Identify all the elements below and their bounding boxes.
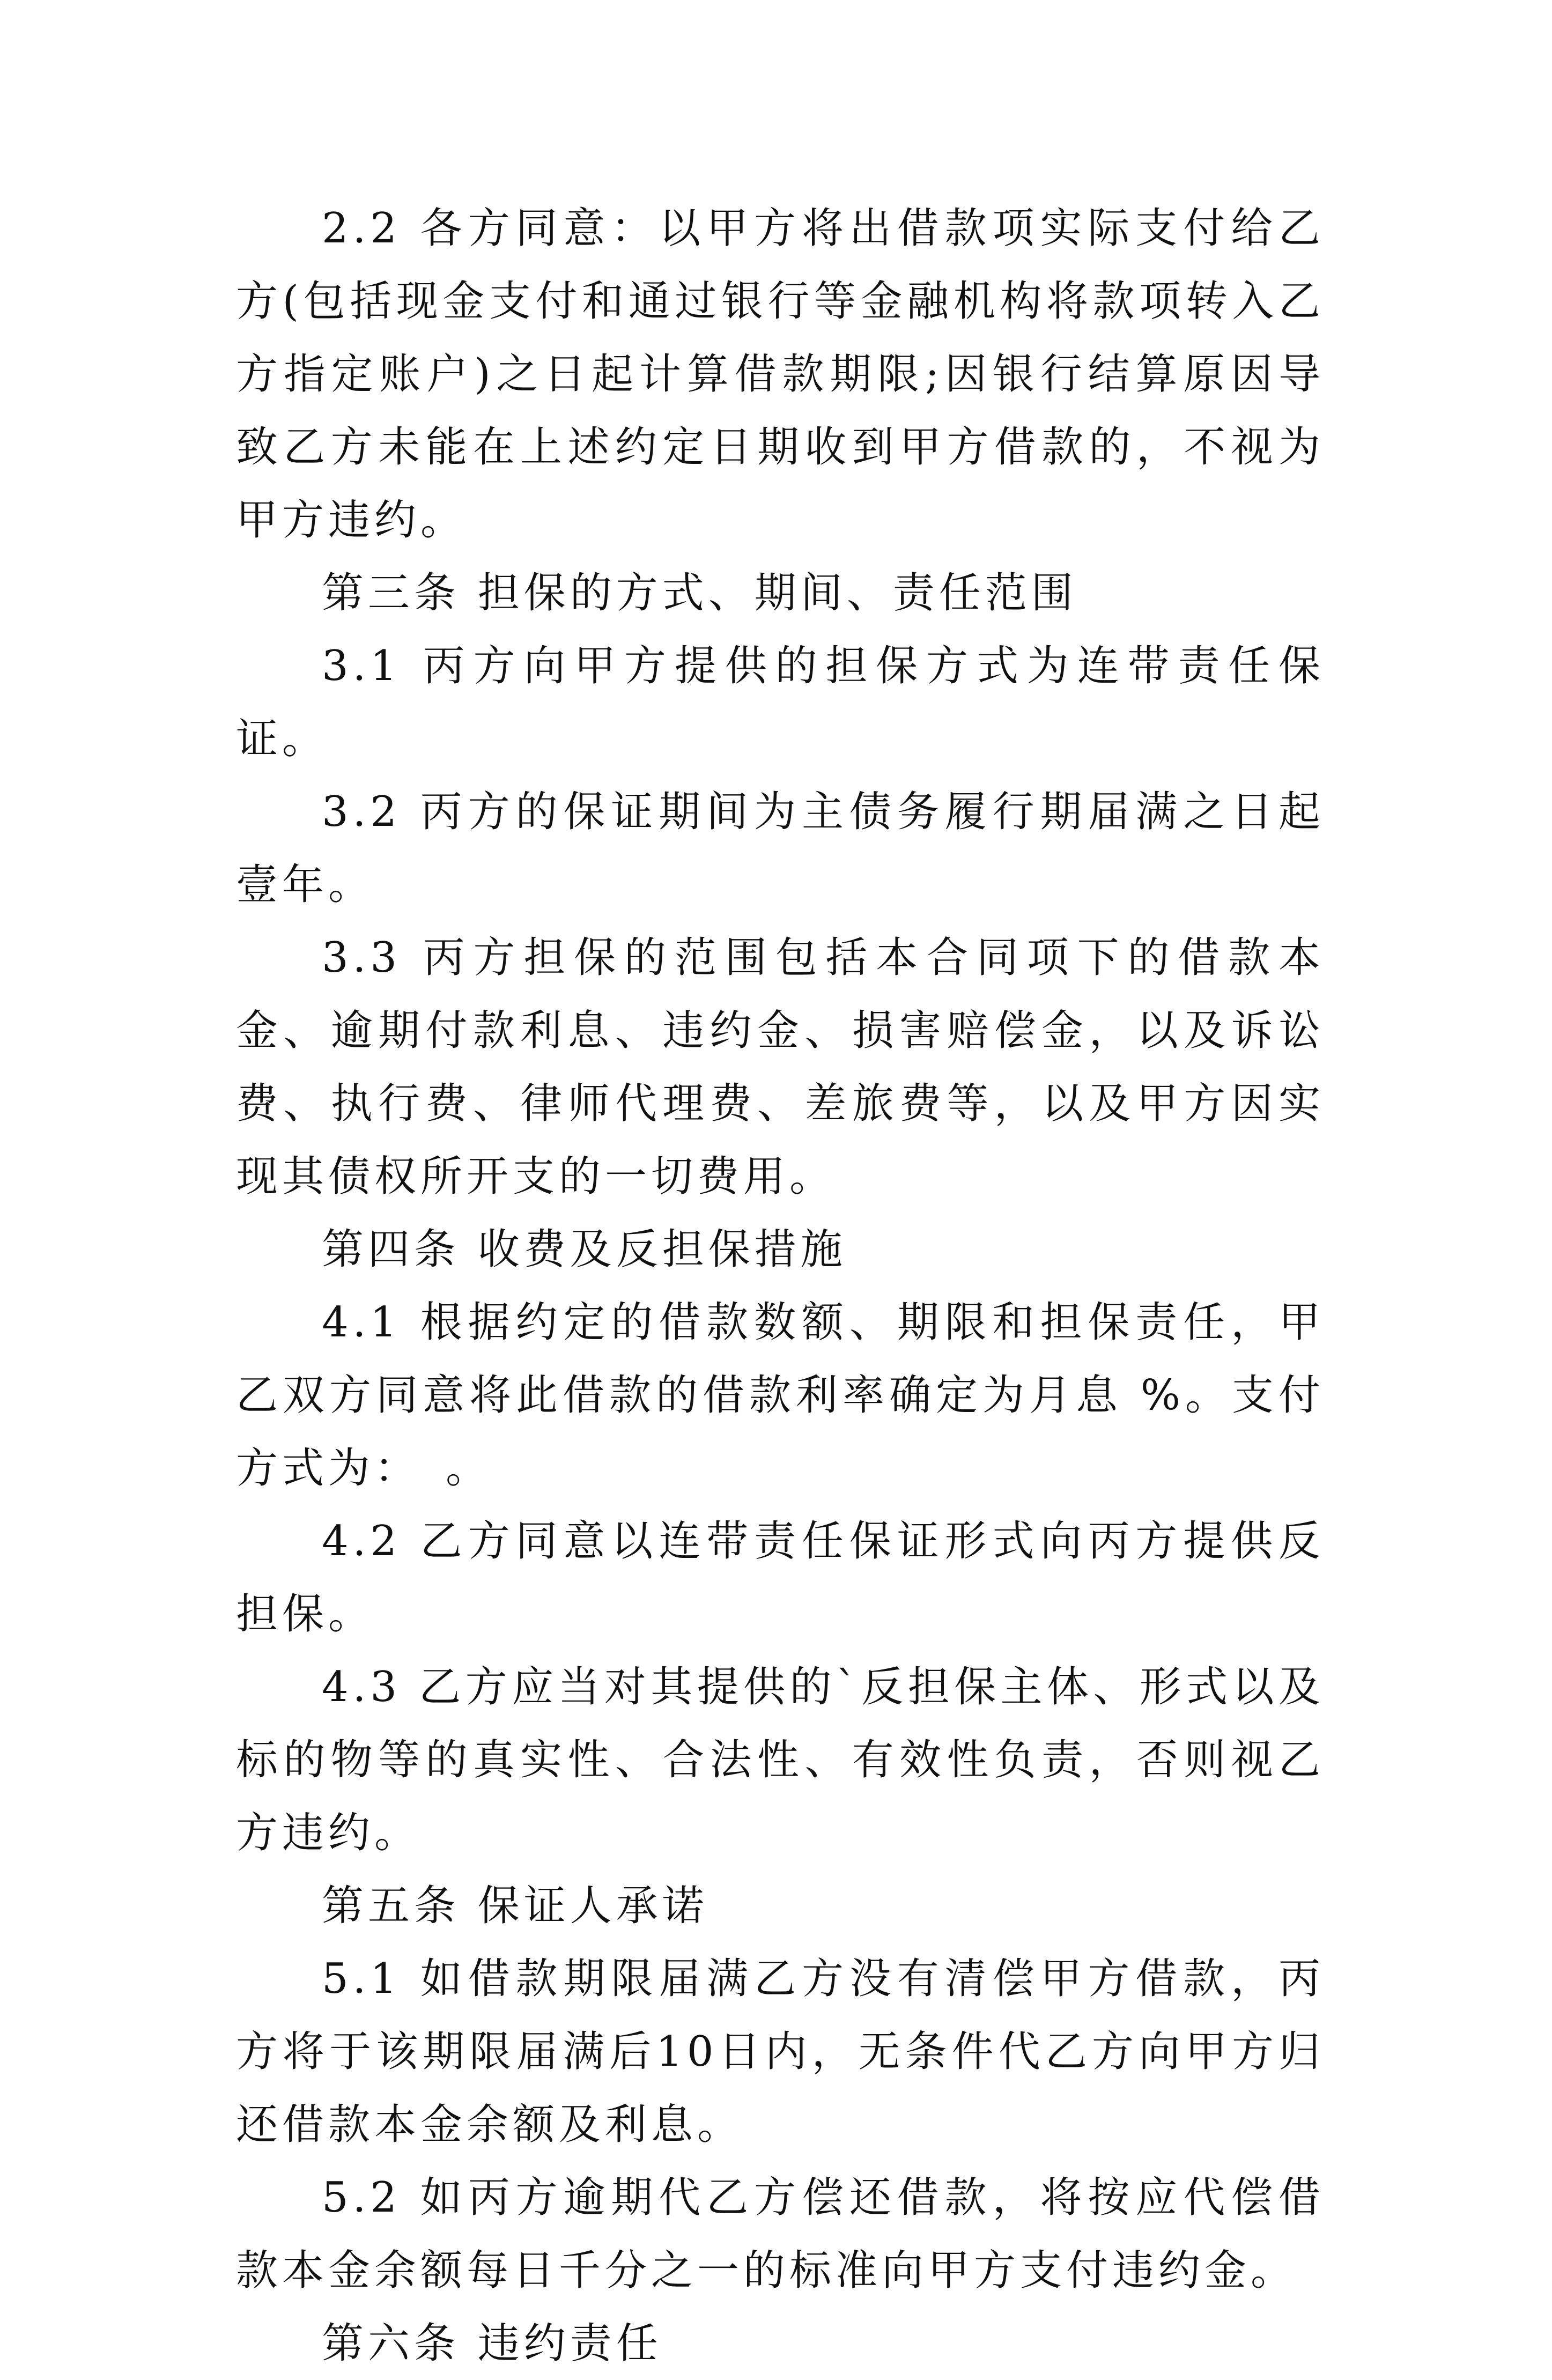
- paragraph-5-2: 5.2 如丙方逾期代乙方偿还借款，将按应代偿借款本金余额每日千分之一的标准向甲方支付违约金。: [236, 2174, 1325, 2295]
- paragraph-4-1: 4.1 根据约定的借款数额、期限和担保责任，甲乙双方同意将此借款的借款利率确定为月息 %。支付方式为： 。: [236, 1298, 1325, 1492]
- paragraph-3-3: 3.3 丙方担保的范围包括本合同项下的借款本金、逾期付款利息、违约金、损害赔偿金，以及诉讼费、执行费、律师代理费、差旅费等，以及甲方因实现其债权所开支的一切费用。: [236, 934, 1325, 1201]
- paragraph-3-1: 3.1 丙方向甲方提供的担保方式为连带责任保证。: [236, 642, 1325, 763]
- document-body: [236, 192, 1325, 2380]
- paragraph-4-3: 4.3 乙方应当对其提供的`反担保主体、形式以及标的物等的真实性、合法性、有效性负责，否则视乙方违约。: [236, 1663, 1325, 1857]
- paragraph-4-2: 4.2 乙方同意以连带责任保证形式向丙方提供反担保。: [236, 1517, 1325, 1638]
- article-4-heading: 第四条 收费及反担保措施: [322, 1225, 847, 1274]
- paragraph-2-2: 2.2 各方同意：以甲方将出借款项实际支付给乙方(包括现金支付和通过银行等金融机构将款项转入乙方指定账户)之日起计算借款期限;因银行结算原因导致乙方未能在上述约定日期收到甲方借款的，不视为甲方违约。: [236, 204, 1325, 544]
- paragraph-5-1: 5.1 如借款期限届满乙方没有清偿甲方借款，丙方将于该期限届满后10日内，无条件代乙方向甲方归还借款本金余额及利息。: [236, 1955, 1325, 2149]
- article-6-heading: 第六条 违约责任: [322, 2319, 662, 2368]
- article-5-heading: 第五条 保证人承诺: [322, 1882, 708, 1930]
- paragraph-3-2: 3.2 丙方的保证期间为主债务履行期届满之日起壹年。: [236, 788, 1325, 909]
- article-3-heading: 第三条 担保的方式、期间、责任范围: [322, 569, 1077, 617]
